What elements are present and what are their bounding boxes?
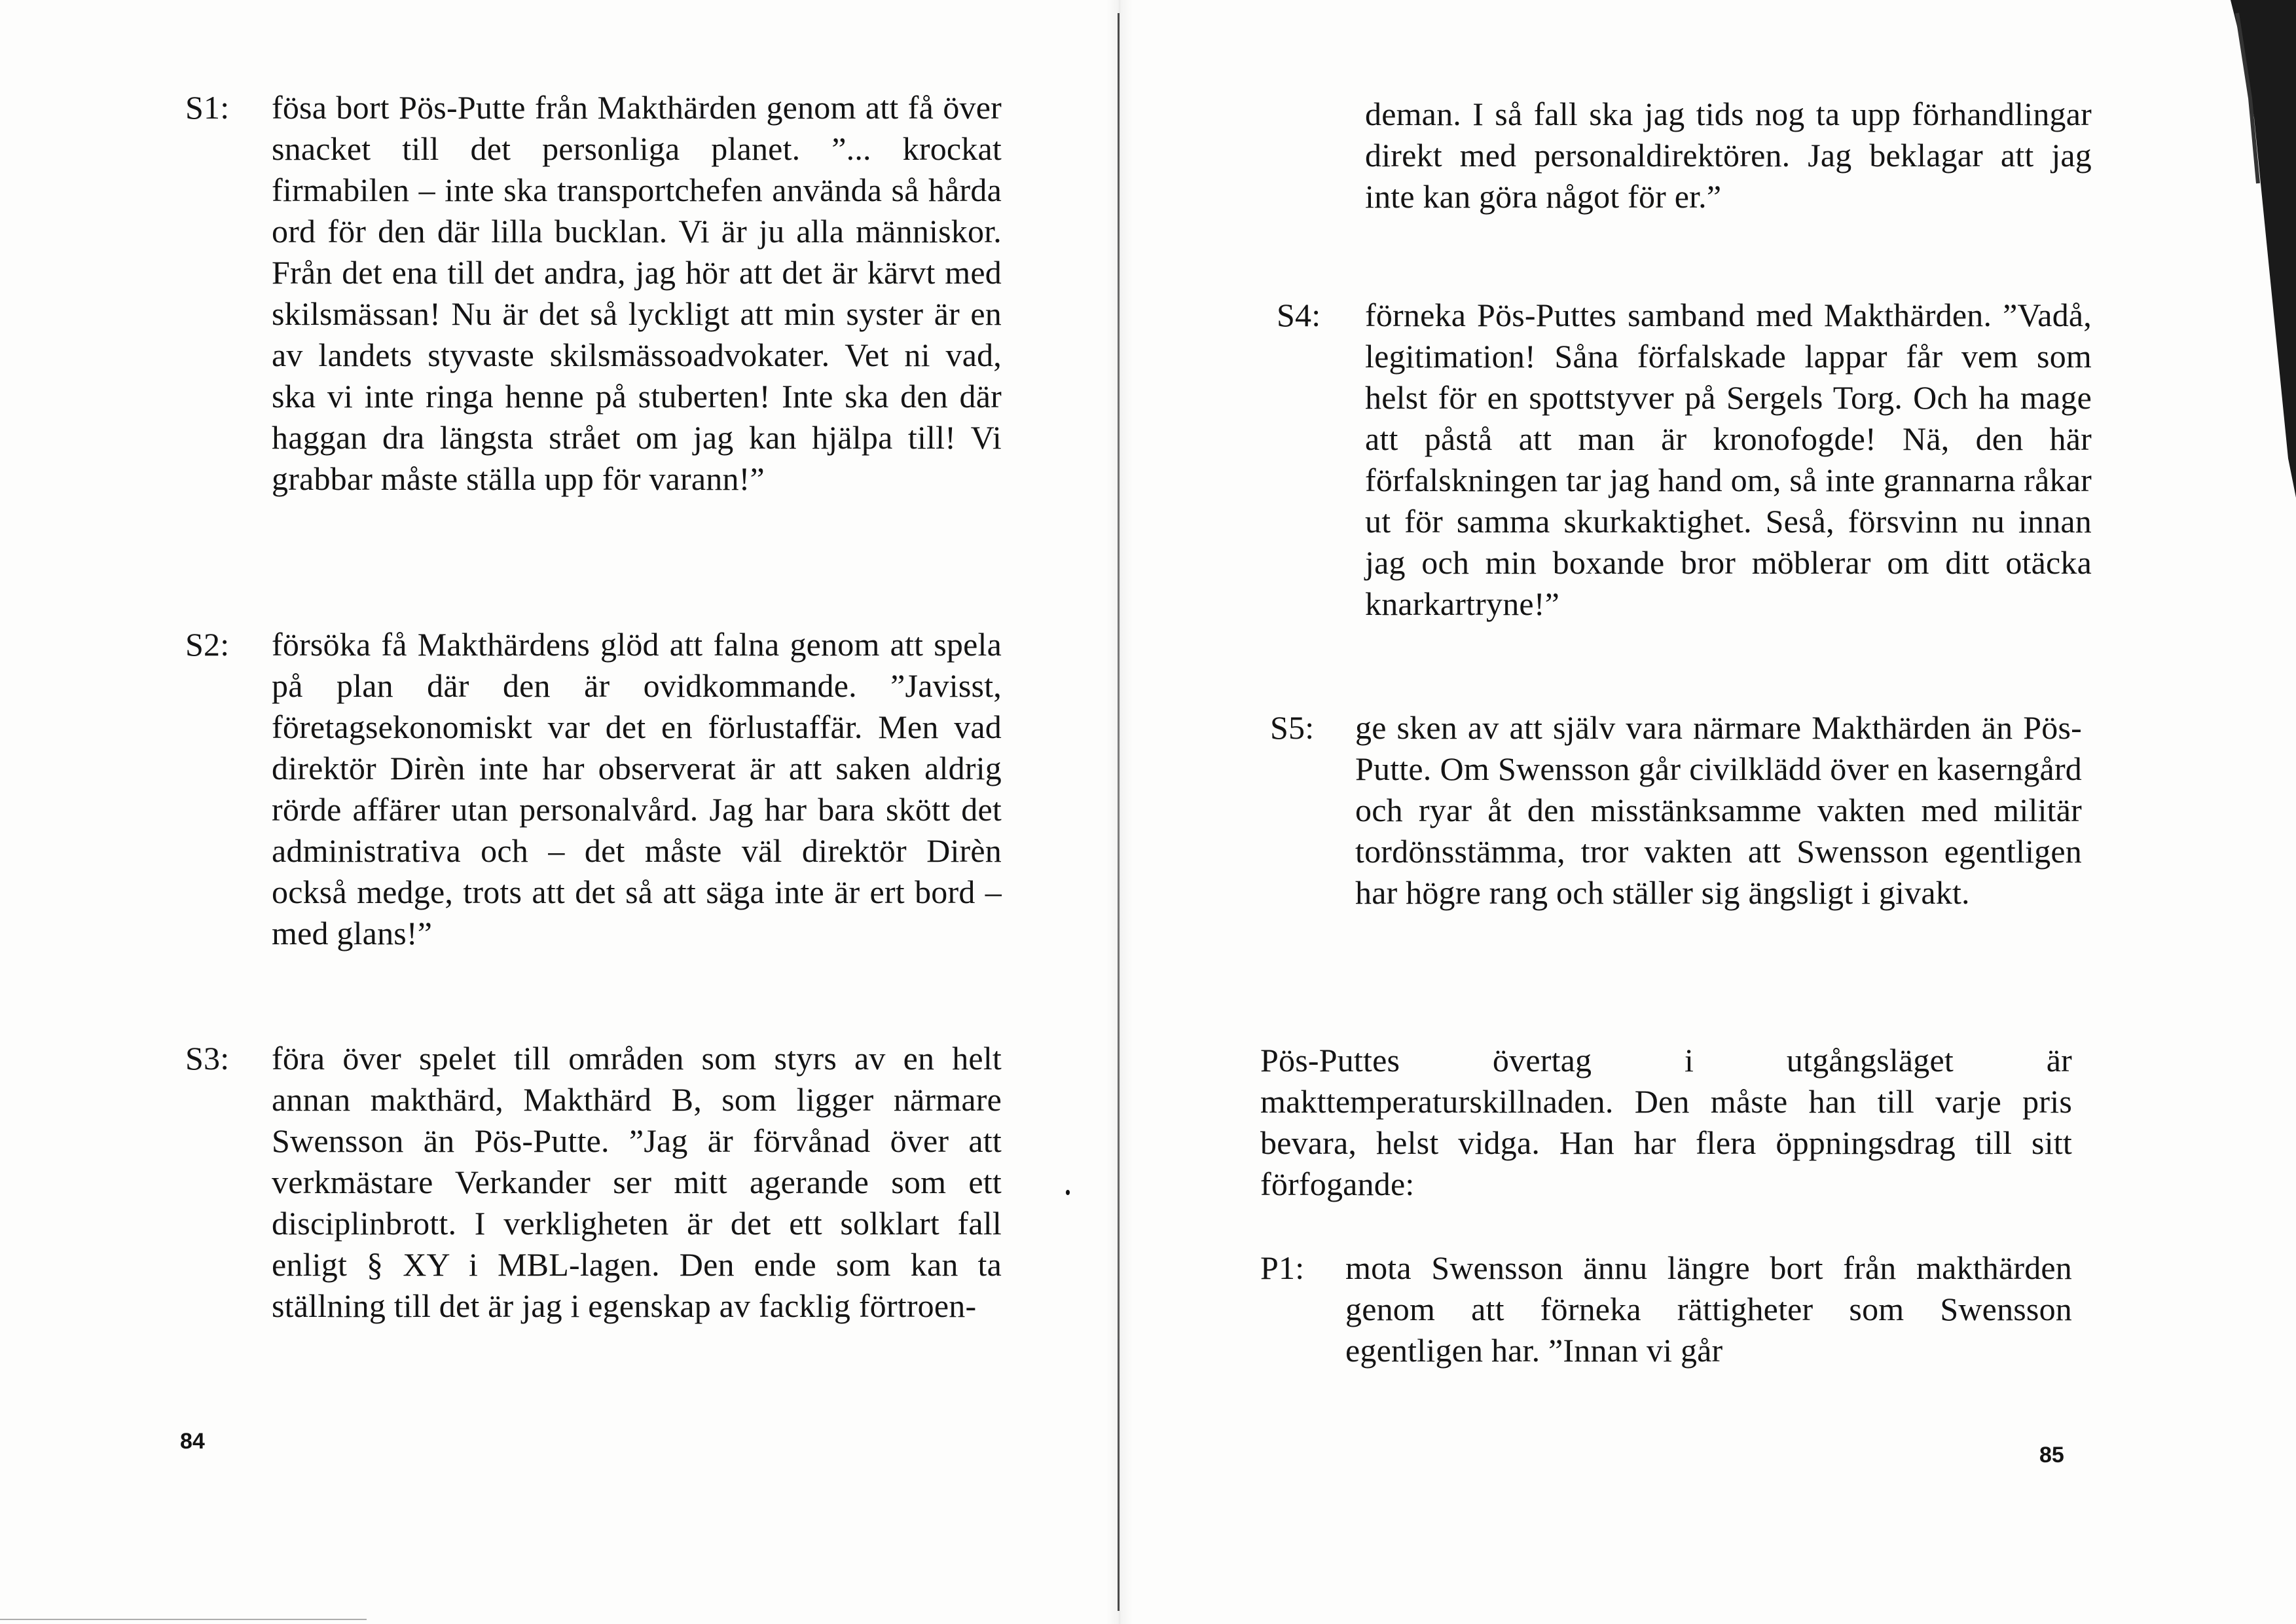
list-item	[1142, 295, 2296, 674]
list-item	[0, 87, 1113, 585]
list-item	[0, 624, 1113, 1004]
list-item	[1142, 707, 2296, 1008]
item-label: S1:	[185, 89, 230, 126]
item-text: försöka få Makthärdens glöd att falna genom att spela på plan där den är ovidkommande. ”Javisst, företagsekonomiskt var det en förlustaffär. Men vad direktör Dirèn inte har observerat är att saken aldrig rörde affärer utan personalvård. Jag har bara skött det administrativa och – det måste väl direktör Dirèn också medge, trots att det så att säga inte är ert bord – med glans!”	[272, 626, 1002, 951]
page-number: 85	[2039, 1443, 2064, 1467]
list-item	[1142, 1247, 2296, 1392]
page-number: 84	[180, 1429, 205, 1454]
continued-text: deman. I så fall ska jag tids nog ta upp förhandlingar direkt med personaldirektören. Jag beklagar att jag inte kan göra något för er.”	[1365, 96, 2092, 215]
item-label: S3:	[185, 1040, 230, 1077]
list-item	[0, 1038, 1113, 1378]
item-text: föra över spelet till områden som styrs av en helt annan makthärd, Makthärd B, som ligger närmare Swensson än Pös-Putte. ”Jag är förvånad över att verkmästare Verkander ser mitt agerande som ett disciplinbrott. I verkligheten är det ett solklart fall enligt § XY i MBL-lagen. Den ende som kan ta ställning till det är jag i egenskap av facklig förtroen-	[272, 1040, 1002, 1324]
item-text: fösa bort Pös-Putte från Makthärden genom att få över snacket till det personliga planet. ”... krockat firmabilen – inte ska transportchefen använda så hårda ord för den där lilla bucklan. Vi är ju alla människor. Från det ena till det andra, jag hör att det är kärvt med skilsmässan! Nu är det så lyckligt att min syster är en av landets styvaste skilsmässoadvokater. Vet ni vad, ska vi inte ringa henne på stuberten! Inte ska den där haggan dra längsta strået om jag kan hjälpa till! Vi grabbar måste ställa upp för varann!”	[272, 89, 1002, 497]
item-label: S4:	[1277, 297, 1321, 333]
item-text: förneka Pös-Puttes samband med Makthärden. ”Vadå, legitimation! Såna förfalskade lappar får vem som helst för en spottstyver på Sergels Torg. Och ha mage att påstå att man är kronofogde! Nä, den här förfalskningen tar jag hand om, så inte grannarna råkar ut för samma skurkaktighet. Seså, försvinn nu innan jag och min boxande bror möblerar om ditt otäcka knarkartryne!”	[1365, 297, 2092, 622]
item-label: S2:	[185, 626, 230, 663]
item-label: S5:	[1270, 709, 1315, 746]
body-paragraph: Pös-Puttes övertag i utgångsläget är makttemperaturskillnaden. Den måste han till varje pris bevara, helst vidga. Han har flera öppningsdrag till sitt förfogande:	[1260, 1042, 2072, 1202]
item-text: mota Swensson ännu längre bort från makthärden genom att förneka rättigheter som Swensson egentligen har. ”Innan vi går	[1345, 1249, 2072, 1369]
left-page	[0, 0, 1113, 1624]
gutter-line	[1118, 13, 1120, 1611]
right-page	[1142, 0, 2296, 1624]
item-text: ge sken av att själv vara närmare Makthärden än Pös-Putte. Om Swensson går civilklädd över en kaserngård och ryar åt den misstänksamme vakten med militär tordönsstämma, tror vakten att Swensson egentligen har högre rang och ställer sig ängsligt i givakt.	[1355, 709, 2082, 911]
item-label: P1:	[1260, 1249, 1305, 1286]
